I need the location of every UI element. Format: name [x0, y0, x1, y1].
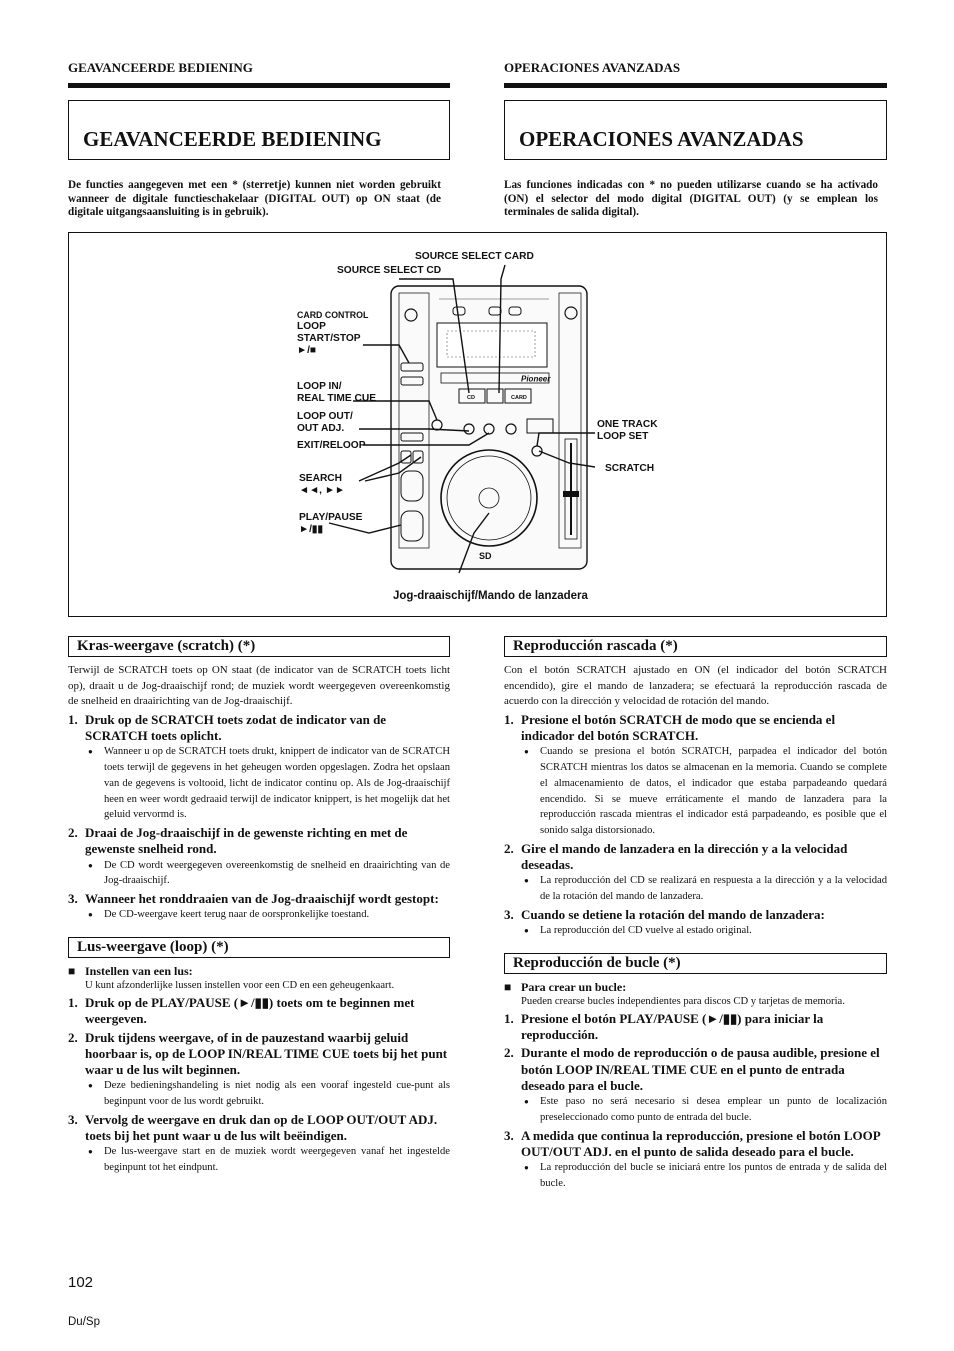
brand-logo: Pioneer: [521, 374, 551, 384]
step-text: Draai de Jog-draaischijf in de gewenste richting en met de gewenste snelheid rond.: [85, 825, 408, 857]
loop-setup-heading: [68, 963, 450, 979]
bullet-dot-icon: ●: [524, 926, 529, 936]
bullet-dot-icon: ●: [88, 1081, 93, 1091]
step-text: Wanneer het ronddraaien van de Jog-draaischijf wordt gestopt:: [85, 891, 439, 907]
section-title-loop-es: Reproducción de bucle (*): [504, 953, 887, 974]
bullet-dot-icon: ●: [88, 1147, 93, 1157]
label-scratch: SCRATCH: [605, 463, 655, 474]
loop-setup-heading-text: Instellen van een lus:: [85, 964, 193, 979]
step-text: A medida que continua la reproducción, presione el botón LOOP OUT/OUT ADJ. en el punto de salida deseado para el bucle.: [521, 1127, 880, 1159]
language-code: Du/Sp: [68, 1316, 100, 1328]
label-source-select-cd: SOURCE SELECT CD: [337, 265, 442, 276]
step-3: [68, 1112, 450, 1144]
bullet-dot-icon: ●: [524, 1096, 529, 1106]
section-title-loop-nl: Lus-weergave (loop) (*): [68, 937, 450, 958]
bullet-dot-icon: ●: [524, 747, 529, 757]
label-loop-start-stop: LOOP START/STOP ►/■: [297, 321, 361, 356]
right-column: [504, 636, 887, 1192]
step-text: Gire el mando de lanzadera en la dirección y a la velocidad deseadas.: [521, 840, 848, 873]
step-number: 1.: [504, 1010, 514, 1026]
bullet-note: [68, 744, 450, 823]
bullet-text: La reproducción del bucle se iniciará entre los puntos de entrada y de salida del bucle.: [540, 1161, 887, 1189]
scratch-intro-nl: Terwijl de SCRATCH toets op ON staat (de indicator van de SCRATCH toets licht op), draait u de Jog-draaischijf rond; de muziek wordt weergegeven overeenkomstig de snelheid en draairichting van de Jog-draaischijf.: [68, 664, 450, 708]
step-1: [504, 1011, 887, 1043]
label-loop-out-out-adj: LOOP OUT/ OUT ADJ.: [297, 411, 353, 434]
step-3: [504, 907, 887, 923]
step-3: [504, 1128, 887, 1160]
section-title-scratch-es: Reproducción rascada (*): [504, 636, 887, 657]
step-text: Presione el botón SCRATCH de modo que se encienda el indicador del botón SCRATCH.: [521, 711, 836, 743]
step-1: [68, 995, 450, 1027]
step-text: Druk tijdens weergave, of in de pauzestand waarbij geluid hoorbaar is, op de LOOP IN/REAL TIME CUE toets bij het punt waar u de lus wilt beginnen.: [85, 1029, 448, 1077]
label-exit-reloop: EXIT/RELOOP: [297, 440, 366, 451]
step-text: Durante el modo de reproducción o de pausa audible, presione el botón LOOP IN/REAL TIME CUE en el punto de entrada deseado para el bucle.: [521, 1045, 880, 1093]
cd-button-label: CD: [467, 395, 475, 401]
square-bullet-icon: ■: [504, 979, 512, 994]
section-title-scratch-nl: Kras-weergave (scratch) (*): [68, 636, 450, 657]
svg-text:SD: SD: [479, 551, 492, 561]
bullet-text: La reproducción del CD se realizará en respuesta a la dirección y a la velocidad de la rotación del mando de lanzadera.: [540, 875, 887, 903]
step-text: Vervolg de weergave en druk dan op de LOOP OUT/OUT ADJ. toets bij het punt waar u de lus wilt beëindigen.: [85, 1111, 438, 1143]
step-2: [68, 825, 450, 857]
step-number: 1.: [68, 995, 78, 1011]
step-2: [68, 1030, 450, 1079]
step-3: [68, 891, 450, 907]
label-card-control: CARD CONTROL: [297, 310, 369, 320]
bullet-text: Este paso no será necesario si desea emplear un punto de localización preseleccionado como punto de entrada del bucle.: [540, 1095, 887, 1123]
label-source-select-card: SOURCE SELECT CARD: [415, 251, 534, 262]
scratch-intro-es: Con el botón SCRATCH ajustado en ON (el indicador del botón SCRATCH encendido), gire el mando de lanzadera; se efectuará la reproducción rascada de acuerdo con la dirección y velocidad de rotación del mando.: [504, 664, 887, 708]
bullet-note: [68, 858, 450, 890]
bullet-text: De CD-weergave keert terug naar de oorspronkelijke toestand.: [104, 909, 370, 921]
header-rule-right: [504, 83, 887, 88]
running-header-right: OPERACIONES AVANZADAS: [504, 60, 681, 75]
step-2: [504, 1045, 887, 1094]
bullet-text: Wanneer u op de SCRATCH toets drukt, knippert de indicator van de SCRATCH toets terwijl de gegevens in het geheugen worden opgeslagen. Zodra het opslaan van de gegevens is voltooid, licht de indicator continu op. Als de Jog-draaischijf heen en weer wordt gedraaid terwijl de indicator knippert, is het mogelijk dat het geluid vervormd is.: [104, 746, 450, 821]
running-header-left: GEAVANCEERDE BEDIENING: [68, 60, 253, 75]
step-number: 3.: [68, 1111, 78, 1127]
step-text: Cuando se detiene la rotación del mando de lanzadera:: [521, 906, 825, 922]
bullet-note: [504, 873, 887, 905]
intro-note-left: De functies aangegeven met een * (sterretje) kunnen niet worden gebruikt wanneer de digitale functieschakelaar (DIGITAL OUT) op ON staat (de digitale uitgangsaansluiting is in gebruik).: [68, 179, 441, 218]
loop-setup-heading: [504, 979, 887, 995]
step-text: Presione el botón PLAY/PAUSE (►/▮▮) para iniciar la reproducción.: [521, 1010, 824, 1043]
step-text: Druk op de SCRATCH toets zodat de indicator van de SCRATCH toets oplicht.: [85, 711, 387, 743]
page-title-left: GEAVANCEERDE BEDIENING: [68, 100, 450, 160]
label-jog-dial: Jog-draaischijf/Mando de lanzadera: [393, 590, 588, 602]
device-illustration: [69, 233, 888, 618]
bullet-note: [68, 1144, 450, 1176]
bullet-dot-icon: ●: [88, 910, 93, 920]
bullet-dot-icon: ●: [524, 1162, 529, 1172]
bullet-text: De lus-weergave start en de muziek wordt weergegeven vanaf het ingestelde beginpunt tot het eindpunt.: [104, 1146, 450, 1173]
bullet-note: [68, 1078, 450, 1110]
step-number: 1.: [68, 711, 78, 727]
step-number: 3.: [504, 1127, 514, 1143]
step-number: 3.: [68, 891, 78, 907]
bullet-dot-icon: ●: [524, 876, 529, 886]
bullet-dot-icon: ●: [88, 860, 93, 870]
loop-setup-heading-text: Para crear un bucle:: [521, 979, 627, 994]
bullet-text: La reproducción del CD vuelve al estado original.: [540, 925, 752, 937]
step-number: 1.: [504, 711, 514, 727]
loop-setup-note: U kunt afzonderlijke lussen instellen voor een CD en een geheugenkaart.: [85, 980, 395, 992]
step-number: 2.: [68, 1029, 78, 1045]
bullet-note: [504, 1094, 887, 1126]
page-title-right: OPERACIONES AVANZADAS: [504, 100, 887, 160]
label-one-track-loop-set: ONE TRACK LOOP SET: [597, 419, 658, 442]
step-text: Druk op de PLAY/PAUSE (►/▮▮) toets om te beginnen met weergeven.: [85, 995, 415, 1027]
label-loop-in-real-time-cue: LOOP IN/ REAL TIME CUE: [297, 381, 377, 404]
loop-setup-note: Pueden crearse bucles independientes para discos CD y tarjetas de memoria.: [521, 995, 845, 1007]
step-number: 2.: [68, 825, 78, 841]
bullet-note: [504, 923, 887, 939]
intro-note-right: Las funciones indicadas con * no pueden utilizarse cuando se ha activado (ON) el selector del modo digital (DIGITAL OUT) (y se emplean los terminales de salida digital).: [504, 179, 878, 218]
square-bullet-icon: ■: [68, 964, 76, 979]
bullet-text: Deze bedieningshandeling is niet nodig als een vooraf ingesteld cue-punt als beginpunt voor de lus wordt gebruikt.: [104, 1080, 450, 1107]
card-button-label: CARD: [511, 395, 527, 401]
header-rule-left: [68, 83, 450, 88]
step-1: [68, 712, 450, 744]
bullet-note: [504, 1160, 887, 1192]
bullet-note: [504, 744, 887, 839]
label-play-pause: PLAY/PAUSE ►/▮▮: [299, 512, 363, 535]
step-number: 2.: [504, 1045, 514, 1061]
step-1: [504, 712, 887, 744]
bullet-text: Cuando se presiona el botón SCRATCH, parpadea el indicador del botón SCRATCH mientras los datos se almacenan en la memoria. Cuando se complete el almacenamiento de datos, el indicador que estaba parpadeando quedará encendido. Si se mueve erráticamente el mando de lanzadera para la reproducción rascada mientras el indicador está parpadeando, es posible que el sonido salga distorsionado.: [540, 746, 887, 837]
bullet-note: [68, 907, 450, 923]
step-number: 3.: [504, 906, 514, 922]
page-number: 102: [68, 1274, 94, 1291]
label-search: SEARCH ◄◄, ►►: [299, 473, 345, 496]
bullet-dot-icon: ●: [88, 747, 93, 757]
bullet-text: De CD wordt weergegeven overeenkomstig de snelheid en draairichting van de Jog-draaischijf.: [104, 859, 450, 887]
device-diagram: [68, 232, 887, 617]
step-2: [504, 841, 887, 873]
step-number: 2.: [504, 840, 514, 856]
left-column: [68, 636, 450, 1176]
